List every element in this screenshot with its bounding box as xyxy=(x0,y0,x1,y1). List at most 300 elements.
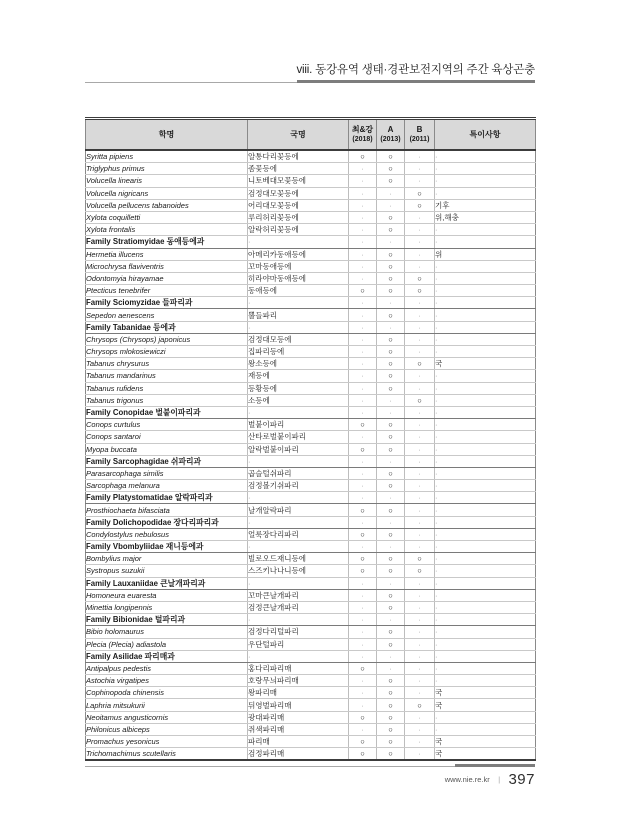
survey-a-2013-cell: ○ xyxy=(377,309,405,321)
survey-a-2013-cell: · xyxy=(377,614,405,626)
korean-name-cell: 재등에 xyxy=(248,370,349,382)
survey-choi-kang-2018-cell: · xyxy=(349,406,377,418)
survey-choi-kang-2018-cell: · xyxy=(349,650,377,662)
survey-choi-kang-2018-cell: · xyxy=(349,541,377,553)
remarks-cell: · xyxy=(435,589,536,601)
scientific-name-cell: Family Stratiomyidae 동애등에과 xyxy=(86,236,248,248)
remarks-cell: · xyxy=(435,504,536,516)
survey-a-2013-cell: · xyxy=(377,297,405,309)
remarks-cell: · xyxy=(435,224,536,236)
species-row xyxy=(86,285,536,297)
species-row xyxy=(86,480,536,492)
scientific-name-cell: Triglyphus primus xyxy=(86,163,248,175)
species-row xyxy=(86,224,536,236)
scientific-name-cell: Plecia (Plecia) adiastola xyxy=(86,638,248,650)
survey-b-2011-cell: · xyxy=(405,309,435,321)
footer-rule-accent xyxy=(455,764,535,767)
remarks-cell: 위 xyxy=(435,248,536,260)
survey-choi-kang-2018-cell: · xyxy=(349,675,377,687)
survey-a-2013-cell: ○ xyxy=(377,333,405,345)
species-row xyxy=(86,748,536,761)
korean-name-cell: 광대파리매 xyxy=(248,711,349,723)
remarks-cell: 국 xyxy=(435,358,536,370)
remarks-cell: · xyxy=(435,638,536,650)
survey-b-2011-cell: · xyxy=(405,297,435,309)
family-row xyxy=(86,321,536,333)
scientific-name-cell: Volucella linearis xyxy=(86,175,248,187)
survey-b-2011-cell: · xyxy=(405,711,435,723)
scientific-name-cell: Sepedon aenescens xyxy=(86,309,248,321)
species-row xyxy=(86,687,536,699)
survey-b-2011-cell: · xyxy=(405,480,435,492)
remarks-cell: · xyxy=(435,626,536,638)
survey-choi-kang-2018-cell: ○ xyxy=(349,736,377,748)
scientific-name-cell: Prosthiochaeta bifasciata xyxy=(86,504,248,516)
species-row xyxy=(86,565,536,577)
species-row xyxy=(86,199,536,211)
species-row xyxy=(86,699,536,711)
korean-name-cell: 호랑무늬파리매 xyxy=(248,675,349,687)
korean-name-cell: 뿔들파리 xyxy=(248,309,349,321)
survey-a-2013-cell: ○ xyxy=(377,382,405,394)
scientific-name-cell: Chrysops (Chrysops) japonicus xyxy=(86,333,248,345)
survey-b-2011-cell: ○ xyxy=(405,394,435,406)
species-row xyxy=(86,601,536,613)
survey-choi-kang-2018-cell: · xyxy=(349,211,377,223)
survey-b-2011-cell: ○ xyxy=(405,272,435,284)
survey-choi-kang-2018-cell: · xyxy=(349,272,377,284)
remarks-cell: · xyxy=(435,370,536,382)
survey-b-2011-cell: · xyxy=(405,236,435,248)
korean-name-cell: · xyxy=(248,455,349,467)
remarks-cell: · xyxy=(435,163,536,175)
survey-a-2013-cell: ○ xyxy=(377,358,405,370)
survey-b-2011-cell: · xyxy=(405,638,435,650)
korean-name-cell: 벌붙이파리 xyxy=(248,419,349,431)
species-row xyxy=(86,589,536,601)
species-row xyxy=(86,358,536,370)
remarks-cell: 위,해충 xyxy=(435,211,536,223)
survey-b-2011-cell: · xyxy=(405,662,435,674)
survey-a-2013-cell: · xyxy=(377,516,405,528)
survey-b-2011-cell: · xyxy=(405,260,435,272)
species-row xyxy=(86,370,536,382)
survey-choi-kang-2018-cell: · xyxy=(349,601,377,613)
survey-a-2013-cell: ○ xyxy=(377,626,405,638)
survey-b-2011-cell: · xyxy=(405,455,435,467)
survey-b-2011-cell: · xyxy=(405,346,435,358)
family-row xyxy=(86,577,536,589)
korean-name-cell: 날개알락파리 xyxy=(248,504,349,516)
remarks-cell: · xyxy=(435,516,536,528)
survey-b-2011-cell: · xyxy=(405,736,435,748)
survey-a-2013-cell: · xyxy=(377,650,405,662)
remarks-cell: 국 xyxy=(435,687,536,699)
species-row xyxy=(86,711,536,723)
scientific-name-cell: Sarcophaga melanura xyxy=(86,480,248,492)
remarks-cell: · xyxy=(435,675,536,687)
remarks-cell: 기후 xyxy=(435,199,536,211)
survey-b-2011-cell: · xyxy=(405,601,435,613)
survey-a-2013-cell: ○ xyxy=(377,748,405,761)
survey-b-2011-cell: · xyxy=(405,248,435,260)
remarks-cell: · xyxy=(435,467,536,479)
scientific-name-cell: Family Asilidae 파리매과 xyxy=(86,650,248,662)
survey-a-2013-cell: ○ xyxy=(377,150,405,163)
survey-choi-kang-2018-cell: ○ xyxy=(349,662,377,674)
scientific-name-cell: Syritta pipiens xyxy=(86,150,248,163)
survey-choi-kang-2018-cell: · xyxy=(349,163,377,175)
survey-choi-kang-2018-cell: · xyxy=(349,358,377,370)
survey-b-2011-cell: ○ xyxy=(405,699,435,711)
column-header-0: 학명 xyxy=(86,119,248,151)
family-row xyxy=(86,236,536,248)
remarks-cell: · xyxy=(435,577,536,589)
survey-choi-kang-2018-cell: · xyxy=(349,699,377,711)
survey-a-2013-cell: ○ xyxy=(377,565,405,577)
scientific-name-cell: Hermetia illucens xyxy=(86,248,248,260)
survey-b-2011-cell: · xyxy=(405,211,435,223)
species-row xyxy=(86,431,536,443)
scientific-name-cell: Family Vbombyliidae 재니등에과 xyxy=(86,541,248,553)
remarks-cell: · xyxy=(435,382,536,394)
species-row xyxy=(86,163,536,175)
survey-a-2013-cell: · xyxy=(377,199,405,211)
species-row xyxy=(86,248,536,260)
survey-choi-kang-2018-cell: · xyxy=(349,370,377,382)
survey-choi-kang-2018-cell: · xyxy=(349,224,377,236)
survey-choi-kang-2018-cell: · xyxy=(349,577,377,589)
korean-name-cell: · xyxy=(248,650,349,662)
survey-choi-kang-2018-cell: · xyxy=(349,187,377,199)
remarks-cell: · xyxy=(435,601,536,613)
survey-b-2011-cell: · xyxy=(405,321,435,333)
korean-name-cell: 히라야마동애등에 xyxy=(248,272,349,284)
scientific-name-cell: Family Sciomyzidae 들파리과 xyxy=(86,297,248,309)
survey-b-2011-cell: · xyxy=(405,589,435,601)
scientific-name-cell: Homoneura euaresta xyxy=(86,589,248,601)
scientific-name-cell: Myopa buccata xyxy=(86,443,248,455)
scientific-name-cell: Trichomachimus scutellaris xyxy=(86,748,248,761)
scientific-name-cell: Family Dolichopodidae 장다리파리과 xyxy=(86,516,248,528)
survey-b-2011-cell: · xyxy=(405,333,435,345)
korean-name-cell: 루리허리꽃등에 xyxy=(248,211,349,223)
page-number: 397 xyxy=(508,771,535,788)
survey-b-2011-cell: · xyxy=(405,516,435,528)
survey-b-2011-cell: ○ xyxy=(405,285,435,297)
scientific-name-cell: Promachus yesonicus xyxy=(86,736,248,748)
survey-choi-kang-2018-cell: · xyxy=(349,236,377,248)
species-row xyxy=(86,309,536,321)
korean-name-cell: · xyxy=(248,236,349,248)
scientific-name-cell: Systropus suzukii xyxy=(86,565,248,577)
scientific-name-cell: Xylota coquilletti xyxy=(86,211,248,223)
scientific-name-cell: Ptecticus tenebrifer xyxy=(86,285,248,297)
species-row xyxy=(86,528,536,540)
scientific-name-cell: Conops curtulus xyxy=(86,419,248,431)
remarks-cell: · xyxy=(435,492,536,504)
survey-a-2013-cell: ○ xyxy=(377,736,405,748)
korean-name-cell: 왕파리매 xyxy=(248,687,349,699)
survey-choi-kang-2018-cell: · xyxy=(349,199,377,211)
survey-a-2013-cell: ○ xyxy=(377,723,405,735)
korean-name-cell: 어리대모꽃등에 xyxy=(248,199,349,211)
table-header-row xyxy=(86,119,536,151)
survey-choi-kang-2018-cell: · xyxy=(349,723,377,735)
species-row xyxy=(86,504,536,516)
survey-choi-kang-2018-cell: · xyxy=(349,467,377,479)
korean-name-cell: 알락벌붙이파리 xyxy=(248,443,349,455)
survey-b-2011-cell: · xyxy=(405,541,435,553)
remarks-cell: · xyxy=(435,419,536,431)
survey-a-2013-cell: ○ xyxy=(377,248,405,260)
survey-b-2011-cell: · xyxy=(405,748,435,761)
remarks-cell: · xyxy=(435,431,536,443)
korean-name-cell: 검정큰날개파리 xyxy=(248,601,349,613)
remarks-cell: · xyxy=(435,150,536,163)
column-header-1: 국명 xyxy=(248,119,349,151)
korean-name-cell: 우단털파리 xyxy=(248,638,349,650)
survey-b-2011-cell: · xyxy=(405,431,435,443)
survey-a-2013-cell: · xyxy=(377,236,405,248)
korean-name-cell: 쥐색파리매 xyxy=(248,723,349,735)
survey-a-2013-cell: ○ xyxy=(377,163,405,175)
korean-name-cell: 스즈키나나니등에 xyxy=(248,565,349,577)
korean-name-cell: · xyxy=(248,516,349,528)
remarks-cell: · xyxy=(435,406,536,418)
survey-b-2011-cell: · xyxy=(405,675,435,687)
species-row xyxy=(86,553,536,565)
species-row xyxy=(86,211,536,223)
species-row xyxy=(86,723,536,735)
korean-name-cell: 니토베대모꽃등에 xyxy=(248,175,349,187)
remarks-cell: · xyxy=(435,711,536,723)
remarks-cell: · xyxy=(435,480,536,492)
korean-name-cell: 뒤영벌파리매 xyxy=(248,699,349,711)
survey-b-2011-cell: · xyxy=(405,443,435,455)
survey-choi-kang-2018-cell: ○ xyxy=(349,504,377,516)
survey-choi-kang-2018-cell: · xyxy=(349,480,377,492)
scientific-name-cell: Philonicus albiceps xyxy=(86,723,248,735)
remarks-cell: · xyxy=(435,443,536,455)
species-row xyxy=(86,736,536,748)
remarks-cell: · xyxy=(435,260,536,272)
page-footer xyxy=(445,771,535,789)
survey-a-2013-cell: ○ xyxy=(377,480,405,492)
survey-a-2013-cell: · xyxy=(377,406,405,418)
scientific-name-cell: Family Tabanidae 등에과 xyxy=(86,321,248,333)
remarks-cell: · xyxy=(435,528,536,540)
survey-b-2011-cell: · xyxy=(405,650,435,662)
column-header-2: 최&강 (2018) xyxy=(349,119,377,151)
remarks-cell: · xyxy=(435,455,536,467)
species-row xyxy=(86,394,536,406)
family-row xyxy=(86,297,536,309)
remarks-cell: · xyxy=(435,650,536,662)
species-row xyxy=(86,638,536,650)
species-row xyxy=(86,333,536,345)
survey-choi-kang-2018-cell: · xyxy=(349,589,377,601)
survey-choi-kang-2018-cell: ○ xyxy=(349,528,377,540)
survey-choi-kang-2018-cell: ○ xyxy=(349,150,377,163)
remarks-cell: · xyxy=(435,614,536,626)
survey-a-2013-cell: ○ xyxy=(377,589,405,601)
survey-b-2011-cell: · xyxy=(405,614,435,626)
survey-a-2013-cell: ○ xyxy=(377,711,405,723)
survey-a-2013-cell: ○ xyxy=(377,443,405,455)
species-row xyxy=(86,260,536,272)
survey-a-2013-cell: ○ xyxy=(377,553,405,565)
survey-a-2013-cell: · xyxy=(377,394,405,406)
family-row xyxy=(86,455,536,467)
species-row xyxy=(86,150,536,163)
species-row xyxy=(86,175,536,187)
species-row xyxy=(86,467,536,479)
survey-choi-kang-2018-cell: · xyxy=(349,455,377,467)
survey-a-2013-cell: · xyxy=(377,541,405,553)
korean-name-cell: · xyxy=(248,297,349,309)
korean-name-cell: 등황등에 xyxy=(248,382,349,394)
column-header-5: 특이사항 xyxy=(435,119,536,151)
species-row xyxy=(86,419,536,431)
survey-a-2013-cell: ○ xyxy=(377,285,405,297)
survey-b-2011-cell: · xyxy=(405,175,435,187)
scientific-name-cell: Tabanus trigonus xyxy=(86,394,248,406)
table-body xyxy=(86,150,536,760)
species-row xyxy=(86,346,536,358)
species-row xyxy=(86,272,536,284)
scientific-name-cell: Volucella nigricans xyxy=(86,187,248,199)
survey-a-2013-cell: ○ xyxy=(377,601,405,613)
remarks-cell: · xyxy=(435,272,536,284)
survey-a-2013-cell: ○ xyxy=(377,699,405,711)
survey-a-2013-cell: ○ xyxy=(377,175,405,187)
survey-a-2013-cell: ○ xyxy=(377,504,405,516)
table-header xyxy=(86,119,536,151)
species-row xyxy=(86,675,536,687)
survey-choi-kang-2018-cell: ○ xyxy=(349,553,377,565)
scientific-name-cell: Family Platystomatidae 알락파리과 xyxy=(86,492,248,504)
survey-b-2011-cell: · xyxy=(405,163,435,175)
survey-choi-kang-2018-cell: · xyxy=(349,382,377,394)
korean-name-cell: · xyxy=(248,321,349,333)
survey-a-2013-cell: ○ xyxy=(377,419,405,431)
family-row xyxy=(86,614,536,626)
scientific-name-cell: Astochia virgatipes xyxy=(86,675,248,687)
survey-choi-kang-2018-cell: · xyxy=(349,309,377,321)
footer-separator: | xyxy=(498,777,501,784)
survey-b-2011-cell: · xyxy=(405,577,435,589)
remarks-cell: · xyxy=(435,321,536,333)
korean-name-cell: 산타로벌붙이파리 xyxy=(248,431,349,443)
family-row xyxy=(86,406,536,418)
korean-name-cell: 검정다리털파리 xyxy=(248,626,349,638)
survey-b-2011-cell: ○ xyxy=(405,199,435,211)
species-table xyxy=(85,117,536,761)
column-header-4: B (2011) xyxy=(405,119,435,151)
survey-b-2011-cell: · xyxy=(405,687,435,699)
footer-rule xyxy=(85,763,535,767)
scientific-name-cell: Minettia longipennis xyxy=(86,601,248,613)
scientific-name-cell: Family Lauxaniidae 큰날개파리과 xyxy=(86,577,248,589)
korean-name-cell: 홍다리파리매 xyxy=(248,662,349,674)
species-row xyxy=(86,662,536,674)
survey-a-2013-cell: ○ xyxy=(377,638,405,650)
korean-name-cell: · xyxy=(248,492,349,504)
scientific-name-cell: Tabanus chrysurus xyxy=(86,358,248,370)
scientific-name-cell: Cophinopoda chinensis xyxy=(86,687,248,699)
remarks-cell: 국 xyxy=(435,748,536,761)
survey-b-2011-cell: · xyxy=(405,406,435,418)
survey-choi-kang-2018-cell: ○ xyxy=(349,419,377,431)
scientific-name-cell: Bombylius major xyxy=(86,553,248,565)
survey-b-2011-cell: · xyxy=(405,419,435,431)
scientific-name-cell: Parasarcophaga similis xyxy=(86,467,248,479)
korean-name-cell: · xyxy=(248,406,349,418)
survey-a-2013-cell: · xyxy=(377,321,405,333)
remarks-cell: · xyxy=(435,565,536,577)
survey-a-2013-cell: · xyxy=(377,187,405,199)
remarks-cell: · xyxy=(435,309,536,321)
korean-name-cell: 검정대모등에 xyxy=(248,333,349,345)
remarks-cell: · xyxy=(435,541,536,553)
family-row xyxy=(86,650,536,662)
survey-choi-kang-2018-cell: · xyxy=(349,626,377,638)
scientific-name-cell: Xylota frontalis xyxy=(86,224,248,236)
scientific-name-cell: Family Conopidae 벌붙이파리과 xyxy=(86,406,248,418)
survey-b-2011-cell: · xyxy=(405,723,435,735)
korean-name-cell: · xyxy=(248,541,349,553)
survey-b-2011-cell: ○ xyxy=(405,358,435,370)
remarks-cell: · xyxy=(435,333,536,345)
survey-a-2013-cell: ○ xyxy=(377,528,405,540)
remarks-cell: · xyxy=(435,553,536,565)
survey-a-2013-cell: ○ xyxy=(377,224,405,236)
header-rule xyxy=(85,79,535,83)
survey-a-2013-cell: · xyxy=(377,455,405,467)
survey-b-2011-cell: ○ xyxy=(405,565,435,577)
survey-a-2013-cell: ○ xyxy=(377,687,405,699)
survey-a-2013-cell: ○ xyxy=(377,467,405,479)
survey-b-2011-cell: ○ xyxy=(405,553,435,565)
korean-name-cell: 아메리카동애등에 xyxy=(248,248,349,260)
korean-name-cell: 검정대모꽃등에 xyxy=(248,187,349,199)
survey-a-2013-cell: ○ xyxy=(377,675,405,687)
remarks-cell: · xyxy=(435,297,536,309)
survey-b-2011-cell: · xyxy=(405,370,435,382)
korean-name-cell: 얼룩장다리파리 xyxy=(248,528,349,540)
scientific-name-cell: Conops santaroi xyxy=(86,431,248,443)
remarks-cell: · xyxy=(435,723,536,735)
survey-choi-kang-2018-cell: · xyxy=(349,516,377,528)
korean-name-cell: 파리매 xyxy=(248,736,349,748)
survey-a-2013-cell: ○ xyxy=(377,211,405,223)
species-row xyxy=(86,626,536,638)
korean-name-cell: 검정파리매 xyxy=(248,748,349,761)
survey-b-2011-cell: · xyxy=(405,492,435,504)
survey-choi-kang-2018-cell: · xyxy=(349,687,377,699)
remarks-cell: · xyxy=(435,285,536,297)
remarks-cell: · xyxy=(435,187,536,199)
survey-b-2011-cell: · xyxy=(405,467,435,479)
korean-name-cell: 소등에 xyxy=(248,394,349,406)
scientific-name-cell: Family Sarcophagidae 쉬파리과 xyxy=(86,455,248,467)
species-row xyxy=(86,443,536,455)
survey-a-2013-cell: ○ xyxy=(377,260,405,272)
family-row xyxy=(86,516,536,528)
species-row xyxy=(86,382,536,394)
scientific-name-cell: Tabanus mandarinus xyxy=(86,370,248,382)
